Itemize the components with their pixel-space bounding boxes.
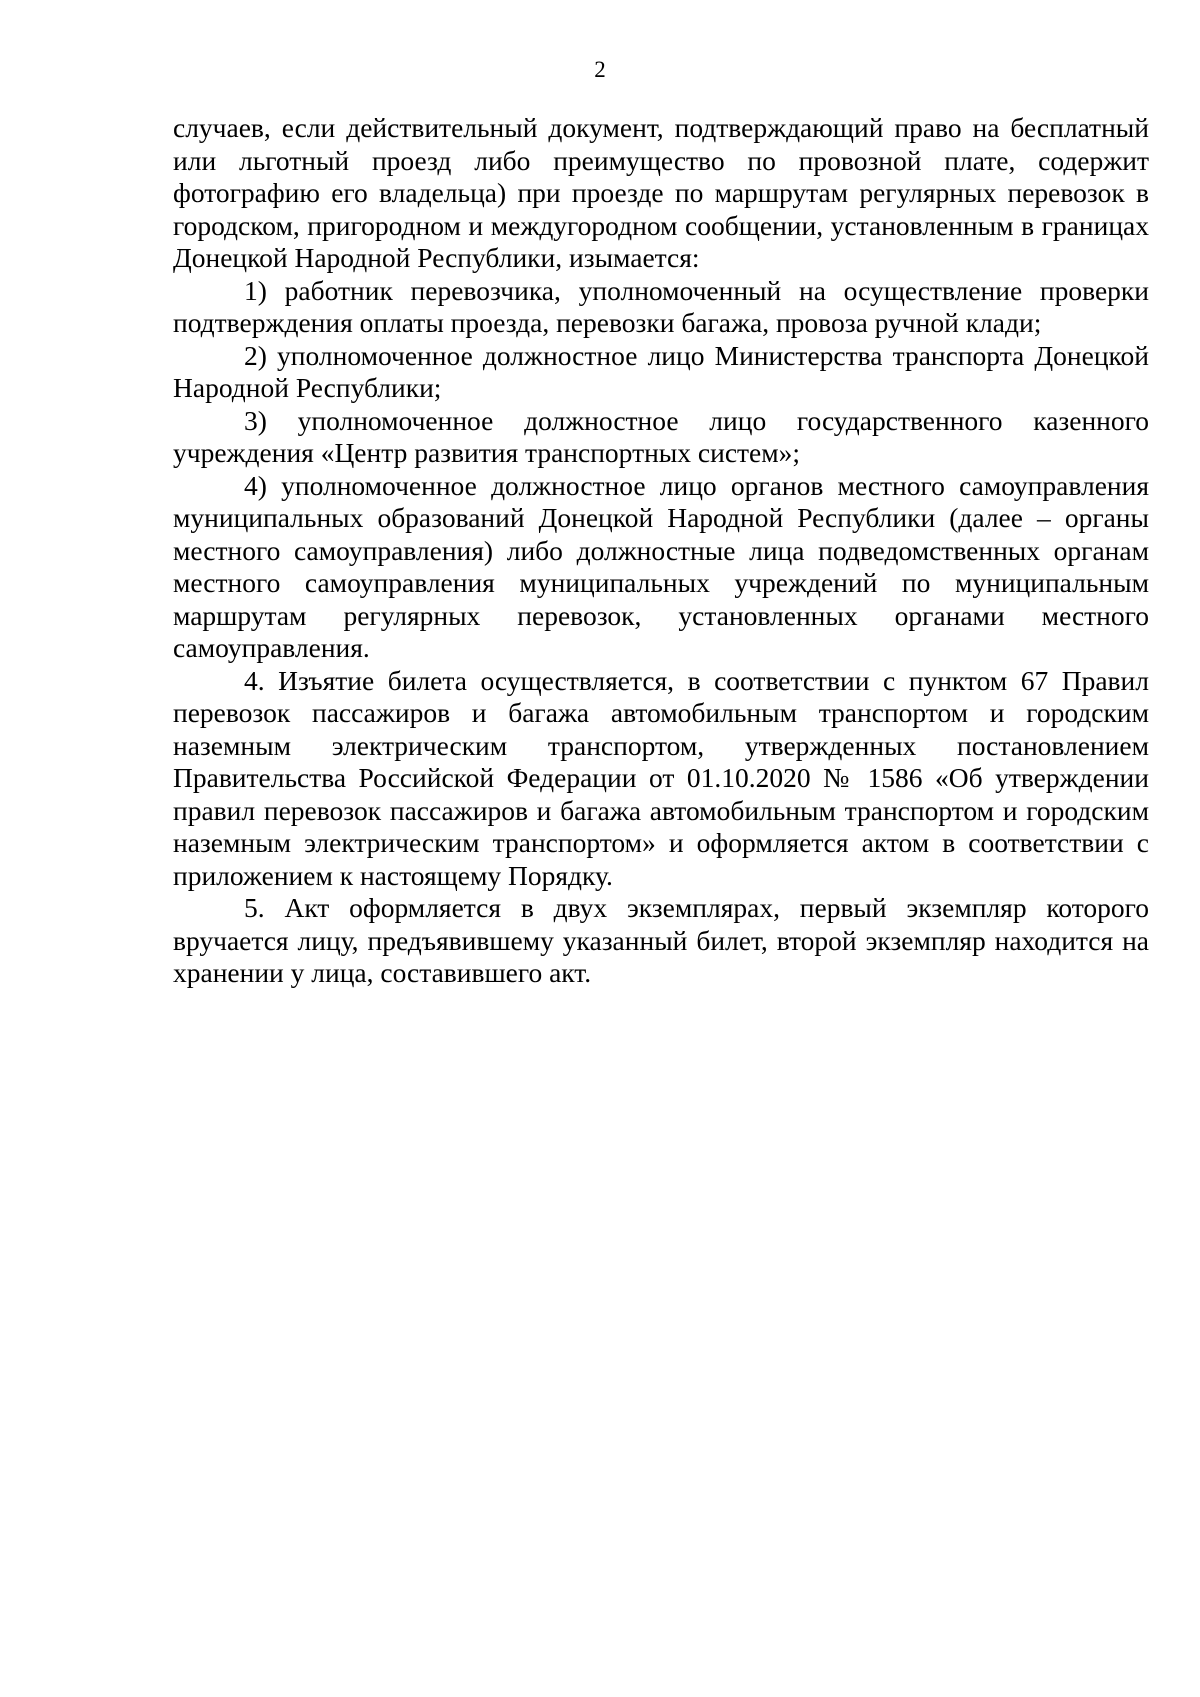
- clause-4: 4. Изъятие билета осуществляется, в соответствии с пунктом 67 Правил перевозок пассажиров и багажа автомобильным транспортом и городским наземным электрическим транспортом, утвержденных постановлением Правительства Российской Федерации от 01.10.2020 № 1586 «Об утверждении правил перевозок пассажиров и багажа автомобильным транспортом и городским наземным электрическим транспортом» и оформляется актом в соответствии с приложением к настоящему Порядку.: [173, 664, 1149, 891]
- list-item-1: 1) работник перевозчика, уполномоченный на осуществление проверки подтверждения оплаты проезда, перевозки багажа, провоза ручной клади;: [173, 274, 1149, 338]
- list-item-2: 2) уполномоченное должностное лицо Министерства транспорта Донецкой Народной Республики;: [173, 339, 1149, 403]
- document-body: [173, 112, 1149, 990]
- paragraph-continuation: случаев, если действительный документ, подтверждающий право на бесплатный или льготный проезд либо преимущество по провозной плате, содержит фотографию его владельца) при проезде по маршрутам регулярных перевозок в городском, пригородном и междугородном сообщении, установленным в границах Донецкой Народной Республики, изымается:: [173, 112, 1149, 273]
- clause-5: 5. Акт оформляется в двух экземплярах, первый экземпляр которого вручается лицу, предъявившему указанный билет, второй экземпляр находится на хранении у лица, составившего акт.: [173, 892, 1149, 988]
- list-item-4: 4) уполномоченное должностное лицо органов местного самоуправления муниципальных образований Донецкой Народной Республики (далее – органы местного самоуправления) либо должностные лица подведомственных органам местного самоуправления муниципальных учреждений по муниципальным маршрутам регулярных перевозок, установленных органами местного самоуправления.: [173, 469, 1149, 663]
- page-number: 2: [594, 57, 606, 82]
- list-item-3: 3) уполномоченное должностное лицо государственного казенного учреждения «Центр развития транспортных систем»;: [173, 404, 1149, 468]
